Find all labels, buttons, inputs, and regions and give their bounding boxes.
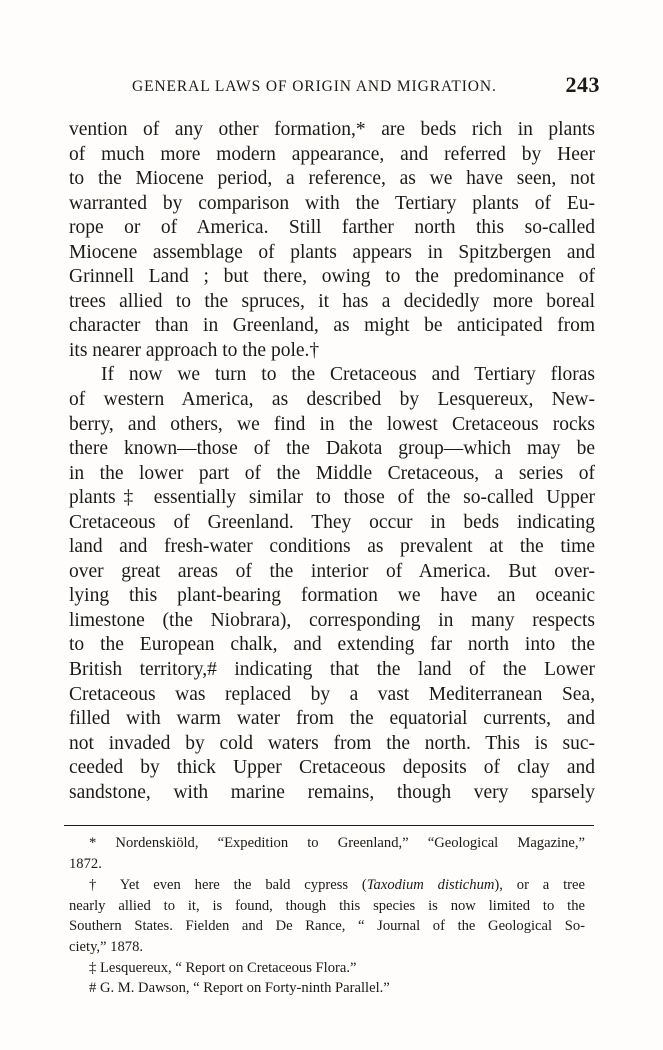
- body-text: [69, 118, 595, 805]
- paragraph-first-line: If now we turn to the Cretaceous and Tertiary floras: [101, 364, 595, 386]
- text-line: to the Miocene period, a reference, as we have seen, not: [69, 168, 595, 190]
- footnote-line: ‡ Lesquereux, “ Report on Cretaceous Flora.”: [89, 959, 357, 976]
- paragraph-end-line: its nearer approach to the pole.†: [69, 339, 320, 361]
- text-line: Cretaceous was replaced by a vast Mediterranean Sea,: [69, 683, 595, 705]
- footnote-text: † Yet even here the bald cypress (: [89, 877, 367, 894]
- footnote-italic-text: Taxodium distichum: [366, 877, 495, 894]
- footnote-line: # G. M. Dawson, “ Report on Forty-ninth Parallel.”: [89, 980, 390, 997]
- text-line: Miocene assemblage of plants appears in Spitzbergen and: [69, 241, 595, 263]
- running-head: [60, 70, 600, 100]
- text-line: Grinnell Land ; but there, owing to the predominance of: [69, 266, 595, 288]
- text-line: plants‡ essentially similar to those of the so-called Upper: [69, 487, 595, 509]
- text-line: filled with warm water from the equatorial currents, and: [69, 708, 595, 730]
- footnote-line: [69, 875, 585, 896]
- text-line: British territory,# indicating that the land of the Lower: [69, 659, 595, 681]
- text-line: to the European chalk, and extending far north into the: [69, 634, 595, 656]
- text-line: over great areas of the interior of America. But over-: [69, 560, 595, 582]
- footnote-text: ), or a tree: [494, 877, 585, 894]
- text-line: there known—those of the Dakota group—which may be: [69, 438, 595, 460]
- running-title: GENERAL LAWS OF ORIGIN AND MIGRATION.: [132, 78, 497, 95]
- text-line: of western America, as described by Lesquereux, New-: [69, 389, 595, 411]
- footnote-line: * Nordenskiöld, “Expedition to Greenland,” “Geological Magazine,”: [89, 835, 585, 851]
- text-line: warranted by comparison with the Tertiary plants of Eu-: [69, 192, 595, 214]
- text-line: rope or of America. Still farther north this so-called: [69, 217, 595, 239]
- text-line: in the lower part of the Middle Cretaceous, a series of: [69, 462, 595, 484]
- text-line: berry, and others, we find in the lowest Cretaceous rocks: [69, 413, 595, 435]
- footnotes: [69, 833, 585, 999]
- footnote-line: Southern States. Fielden and De Rance, “ Journal of the Geological So-: [69, 918, 585, 935]
- text-line: character than in Greenland, as might be anticipated from: [69, 315, 595, 337]
- text-line: ceeded by thick Upper Cretaceous deposits of clay and: [69, 757, 595, 779]
- text-line: vention of any other formation,* are beds rich in plants: [69, 119, 595, 140]
- text-line: of much more modern appearance, and referred by Heer: [69, 143, 595, 165]
- footnote-divider: [64, 825, 594, 826]
- page-number: 243: [565, 72, 600, 97]
- text-line: trees allied to the spruces, it has a decidedly more boreal: [69, 290, 595, 312]
- footnote-line: nearly allied to it, is found, though this species is now limited to the: [69, 897, 585, 914]
- footnote-line: ciety,” 1878.: [69, 938, 144, 955]
- footnote-line: 1872.: [69, 855, 102, 872]
- text-line: Cretaceous of Greenland. They occur in beds indicating: [69, 511, 595, 533]
- text-line: land and fresh-water conditions as prevalent at the time: [69, 536, 595, 558]
- text-line: limestone (the Niobrara), corresponding in many respects: [69, 609, 595, 631]
- text-line: lying this plant-bearing formation we have an oceanic: [69, 585, 595, 607]
- text-line: sandstone, with marine remains, though very sparsely: [69, 781, 595, 803]
- text-line: not invaded by cold waters from the north. This is suc-: [69, 732, 595, 754]
